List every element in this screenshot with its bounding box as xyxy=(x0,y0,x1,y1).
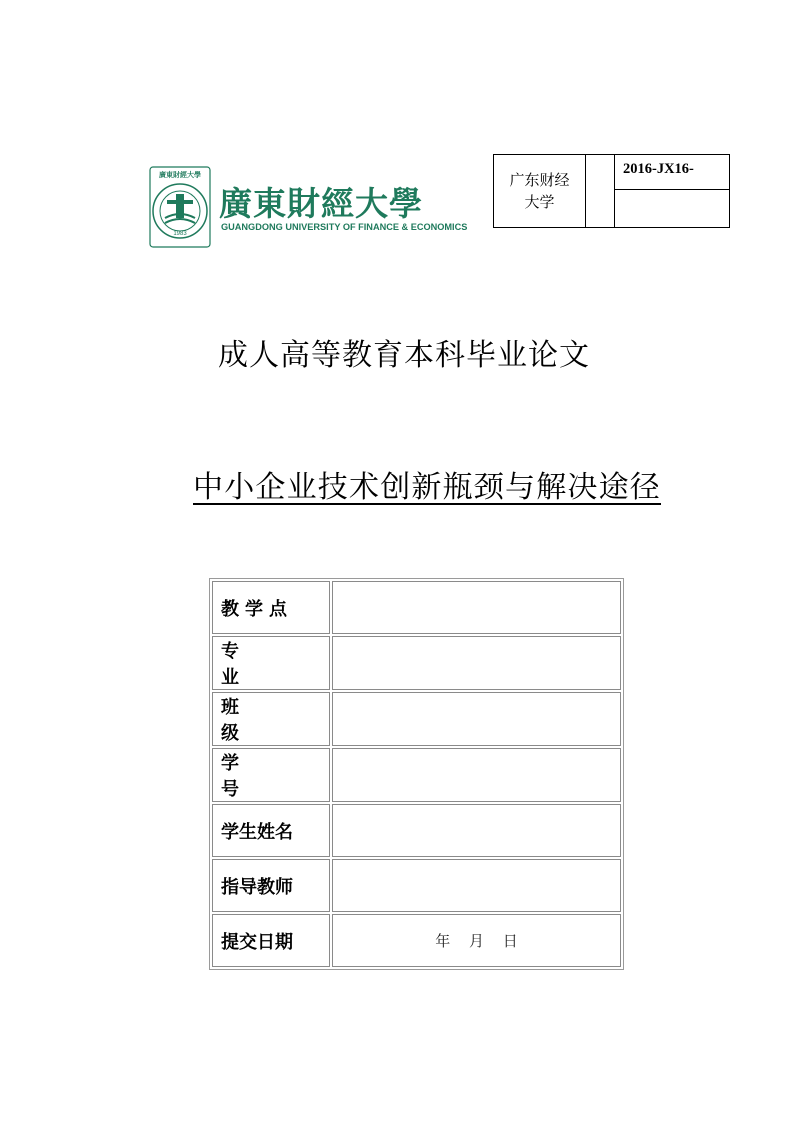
school-name-cell xyxy=(494,155,586,228)
info-label: 班级 xyxy=(212,692,330,746)
info-row xyxy=(212,692,621,746)
thesis-title: 中小企业技术创新瓶颈与解决途径 xyxy=(193,470,661,505)
info-label: 教学点 xyxy=(212,581,330,634)
document-type-heading: 成人高等教育本科毕业论文 xyxy=(218,338,590,373)
school-name-line1: 广东财经 xyxy=(509,171,570,189)
info-row xyxy=(212,748,621,802)
teaching-site-field[interactable] xyxy=(332,581,621,634)
major-field[interactable] xyxy=(332,636,621,690)
info-label: 指导教师 xyxy=(212,859,330,912)
university-name-english: GUANGDONG UNIVERSITY OF FINANCE & ECONOMICS xyxy=(221,222,468,232)
date-month-label: 月 xyxy=(468,932,484,950)
class-field[interactable] xyxy=(332,692,621,746)
info-row xyxy=(212,859,621,912)
info-row xyxy=(212,914,621,967)
info-label: 提交日期 xyxy=(212,914,330,967)
svg-text:廣東財經大學: 廣東財經大學 xyxy=(159,170,201,179)
info-label: 专业 xyxy=(212,636,330,690)
student-id-field[interactable] xyxy=(332,748,621,802)
submission-date-field[interactable] xyxy=(332,914,621,967)
document-code: 2016-JX16- xyxy=(615,155,730,190)
date-year-label: 年 xyxy=(435,932,451,950)
info-row xyxy=(212,581,621,634)
svg-text:1983: 1983 xyxy=(173,231,187,237)
document-code-blank xyxy=(615,189,730,227)
info-row xyxy=(212,804,621,857)
school-name-line2: 大学 xyxy=(524,193,555,211)
info-row xyxy=(212,636,621,690)
student-name-field[interactable] xyxy=(332,804,621,857)
advisor-field[interactable] xyxy=(332,859,621,912)
university-name-chinese: 廣東財經大學 xyxy=(219,184,423,223)
university-emblem-icon xyxy=(149,166,211,248)
blank-cell xyxy=(586,155,615,228)
date-day-label: 日 xyxy=(502,932,518,950)
university-logo xyxy=(149,164,468,250)
student-info-table xyxy=(209,578,624,970)
info-label: 学生姓名 xyxy=(212,804,330,857)
document-code-box xyxy=(493,154,730,228)
info-label: 学号 xyxy=(212,748,330,802)
